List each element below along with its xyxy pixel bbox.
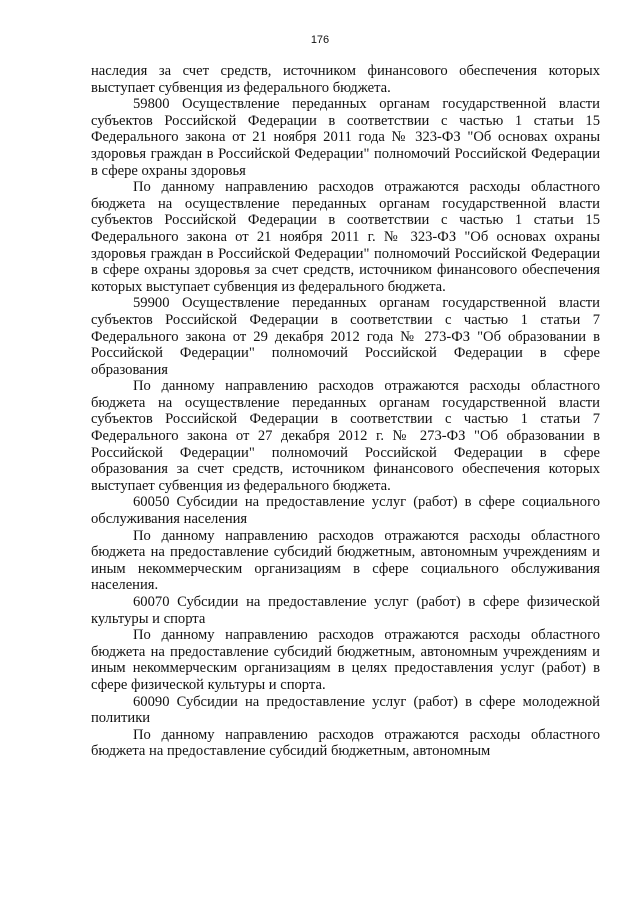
expense-description-60070: По данному направлению расходов отражаются расходы областного бюджета на предоставление субсидий бюджетным, автономным учреждениям и иным некоммерческим организациям в целях предоставления услуг (работ) в сфере физической культуры и спорта.: [91, 627, 600, 693]
expense-description-60090: По данному направлению расходов отражаются расходы областного бюджета на предоставление субсидий бюджетным, автономным: [91, 726, 600, 760]
expense-code-heading-60070: 60070 Субсидии на предоставление услуг (работ) в сфере физической культуры и спорта: [91, 594, 600, 627]
expense-code-heading-60090: 60090 Субсидии на предоставление услуг (работ) в сфере молодежной политики: [91, 693, 600, 727]
document-body: [91, 63, 600, 760]
expense-code-heading-59900: 59900 Осуществление переданных органам государственной власти субъектов Российской Федерации в соответствии с частью 1 статьи 7 Федерального закона от 29 декабря 2012 года № 273-ФЗ "Об образовании в Российской Федерации" полномочий Российской Федерации в сфере образования: [91, 295, 600, 378]
continuation-paragraph: наследия за счет средств, источником финансового обеспечения которых выступает субвенция из федерального бюджета.: [91, 63, 600, 96]
expense-description-59800: По данному направлению расходов отражаются расходы областного бюджета на осуществление переданных органам государственной власти субъектов Российской Федерации в соответствии с частью 1 статьи 15 Федерального закона от 21 ноября 2011 г. № 323-ФЗ "Об основах охраны здоровья граждан в Российской Федерации" полномочий Российской Федерации в сфере охраны здоровья за счет средств, источником финансового обеспечения которых выступает субвенция из федерального бюджета.: [91, 179, 600, 295]
expense-code-heading-59800: 59800 Осуществление переданных органам государственной власти субъектов Российской Федерации в соответствии с частью 1 статьи 15 Федерального закона от 21 ноября 2011 года № 323-ФЗ "Об основах охраны здоровья граждан в Российской Федерации" полномочий Российской Федерации в сфере охраны здоровья: [91, 96, 600, 179]
expense-code-heading-60050: 60050 Субсидии на предоставление услуг (работ) в сфере социального обслуживания населения: [91, 494, 600, 528]
expense-description-60050: По данному направлению расходов отражаются расходы областного бюджета на предоставление субсидий бюджетным, автономным учреждениям и иным некоммерческим организациям в сфере социального обслуживания населения.: [91, 527, 600, 594]
page-number: 176: [310, 34, 330, 46]
expense-description-59900: По данному направлению расходов отражаются расходы областного бюджета на осуществление переданных органам государственной власти субъектов Российской Федерации в соответствии с частью 1 статьи 7 Федерального закона от 27 декабря 2012 г. № 273-ФЗ "Об образовании в Российской Федерации" полномочий Российской Федерации в сфере образования за счет средств, источником финансового обеспечения которых выступает субвенция из федерального бюджета.: [91, 378, 600, 494]
